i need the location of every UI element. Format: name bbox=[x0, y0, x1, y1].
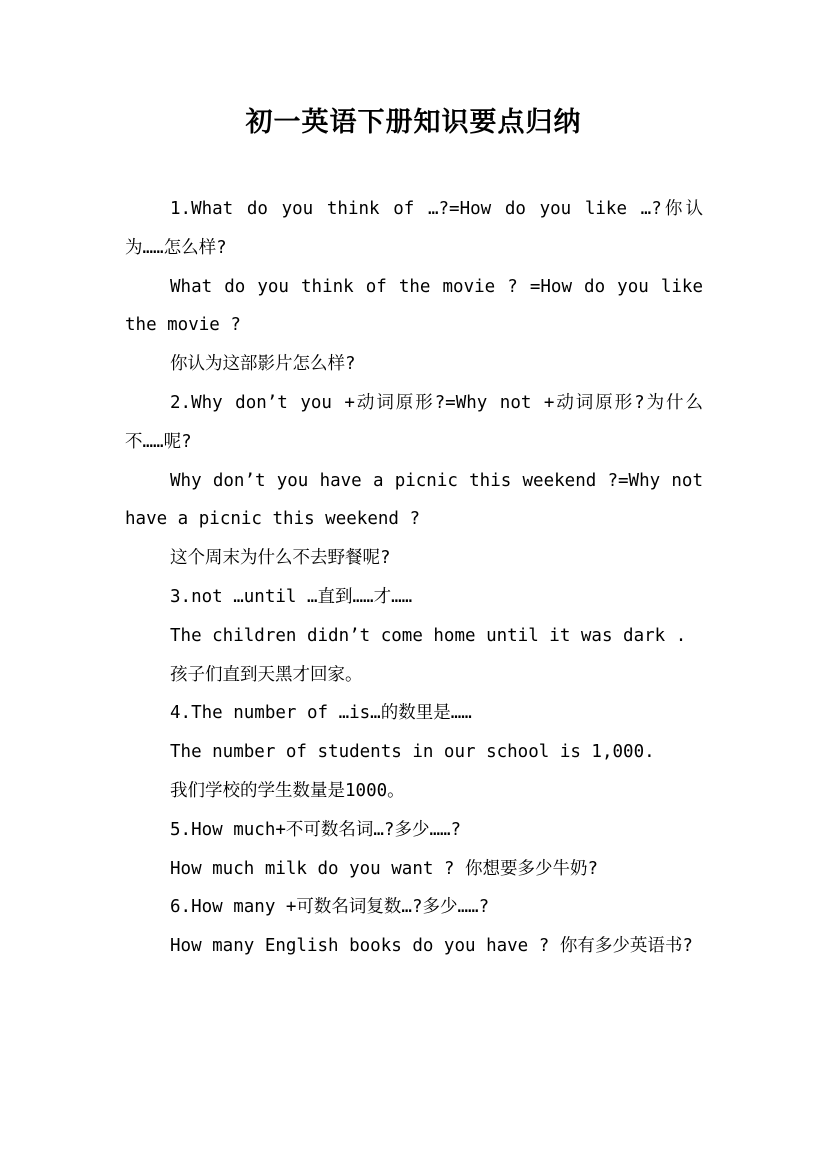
paragraph-14: How much milk do you want ? 你想要多少牛奶? bbox=[170, 858, 599, 879]
paragraph-4: 2.Why don’t you +动词原形?=Why not +动词原形?为什么不……呢? bbox=[125, 392, 703, 452]
paragraph-8: The children didn’t come home until it was dark . bbox=[170, 625, 687, 646]
paragraph-15: 6.How many +可数名词复数…?多少……? bbox=[170, 897, 490, 918]
paragraph-7: 3.not …until …直到……才…… bbox=[170, 586, 413, 607]
paragraph-11: The number of students in our school is 1,000. bbox=[170, 742, 655, 763]
paragraph-6: 这个周末为什么不去野餐呢? bbox=[170, 548, 391, 569]
paragraph-10: 4.The number of …is…的数里是…… bbox=[170, 703, 472, 724]
paragraph-13: 5.How much+不可数名词…?多少……? bbox=[170, 819, 462, 840]
document-body bbox=[125, 190, 703, 966]
paragraph-3: 你认为这部影片怎么样? bbox=[170, 354, 356, 375]
paragraph-9: 孩子们直到天黑才回家。 bbox=[170, 664, 363, 685]
document-title: 初一英语下册知识要点归纳 bbox=[245, 107, 582, 138]
paragraph-1: 1.What do you think of …?=How do you like …?你认为……怎么样? bbox=[125, 199, 703, 258]
paragraph-16: How many English books do you have ? 你有多少英语书? bbox=[170, 936, 693, 957]
paragraph-12: 我们学校的学生数量是1000。 bbox=[170, 780, 405, 801]
paragraph-2: What do you think of the movie ? =How do you like the movie ? bbox=[125, 276, 703, 336]
paragraph-5: Why don’t you have a picnic this weekend ?=Why not have a picnic this weekend ? bbox=[125, 470, 703, 530]
